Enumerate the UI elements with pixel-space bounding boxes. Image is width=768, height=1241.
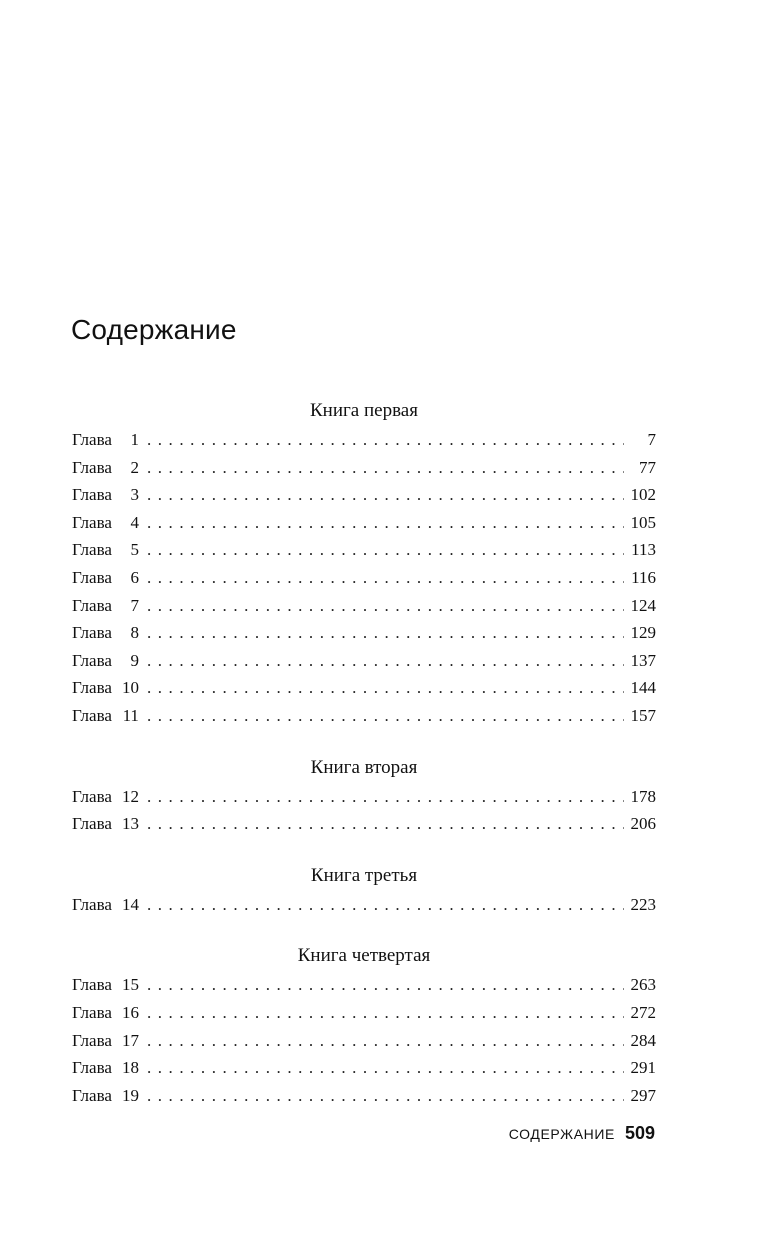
- chapter-word: Глава: [72, 430, 112, 449]
- chapter-word: Глава: [72, 1030, 112, 1050]
- chapter-label: [72, 1027, 139, 1055]
- dot-leader: [147, 1082, 624, 1110]
- chapter-label: [72, 674, 139, 702]
- page-footer: [509, 1123, 655, 1144]
- chapter-page-number: 157: [630, 705, 656, 725]
- chapter-word: Глава: [72, 457, 112, 477]
- dot-leader: [147, 971, 624, 999]
- book-title: Книга первая: [310, 400, 418, 421]
- chapter-number: 7: [130, 595, 139, 615]
- chapter-number: 16: [121, 1002, 139, 1022]
- chapter-number: 2: [130, 457, 139, 477]
- chapter-label: [72, 454, 139, 482]
- toc-entry[interactable]: [72, 1027, 656, 1055]
- chapter-page-number: 77: [639, 457, 656, 477]
- toc-entry[interactable]: [72, 426, 656, 454]
- chapter-label: [72, 702, 139, 730]
- dot-leader: [147, 564, 624, 592]
- chapter-page-number: 144: [630, 678, 656, 698]
- chapter-word: Глава: [72, 512, 112, 532]
- chapter-number: 14: [121, 894, 139, 914]
- chapter-page-number: 113: [631, 540, 656, 560]
- toc-entry[interactable]: [72, 564, 656, 592]
- chapter-number: 4: [130, 512, 139, 532]
- book-title: Книга третья: [310, 864, 418, 886]
- dot-leader: [147, 481, 624, 509]
- dot-leader: [147, 783, 624, 811]
- chapter-page-number: 116: [631, 567, 656, 587]
- toc-entry[interactable]: [72, 647, 656, 675]
- dot-leader: [147, 999, 624, 1027]
- chapter-word: Глава: [72, 1085, 112, 1105]
- toc-entry[interactable]: [72, 454, 656, 482]
- chapter-number: 1: [130, 430, 139, 449]
- chapter-label: [72, 426, 139, 454]
- toc-entry[interactable]: [72, 1082, 656, 1110]
- book-section: [72, 753, 656, 838]
- chapter-word: Глава: [72, 595, 112, 615]
- chapter-number: 15: [121, 975, 139, 995]
- chapter-number: 6: [130, 567, 139, 587]
- toc-entry[interactable]: [72, 999, 656, 1027]
- chapter-number: 10: [121, 678, 139, 698]
- table-of-contents: [72, 396, 656, 1109]
- chapter-label: [72, 999, 139, 1027]
- chapter-number: 3: [130, 485, 139, 505]
- chapter-number: 17: [121, 1030, 139, 1050]
- chapter-page-number: 105: [630, 512, 656, 532]
- chapter-word: Глава: [72, 623, 112, 643]
- chapter-label: [72, 783, 139, 811]
- chapter-number: 19: [121, 1085, 139, 1105]
- chapter-word: Глава: [72, 678, 112, 698]
- chapter-label: [72, 536, 139, 564]
- toc-entry[interactable]: [72, 1054, 656, 1082]
- chapter-number: 11: [122, 705, 139, 725]
- toc-entry[interactable]: [72, 891, 656, 919]
- toc-entry[interactable]: [72, 783, 656, 811]
- dot-leader: [147, 619, 624, 647]
- chapter-page-number: 223: [630, 894, 656, 914]
- chapter-page-number: 178: [630, 786, 656, 806]
- chapter-label: [72, 619, 139, 647]
- book-section: [72, 941, 656, 1109]
- chapter-label: [72, 810, 139, 838]
- chapter-number: 13: [121, 814, 139, 834]
- toc-entry[interactable]: [72, 481, 656, 509]
- chapter-page-number: 297: [630, 1085, 656, 1105]
- dot-leader: [147, 509, 624, 537]
- book-section: [72, 396, 656, 730]
- toc-entry[interactable]: [72, 592, 656, 620]
- book-title: Книга четвертая: [297, 945, 431, 967]
- chapter-word: Глава: [72, 567, 112, 587]
- chapter-label: [72, 592, 139, 620]
- chapter-page-number: 263: [630, 975, 656, 995]
- chapter-label: [72, 971, 139, 999]
- chapter-word: Глава: [72, 1002, 112, 1022]
- chapter-number: 18: [121, 1058, 139, 1078]
- toc-entry[interactable]: [72, 619, 656, 647]
- dot-leader: [147, 891, 624, 919]
- chapter-page-number: 291: [630, 1058, 656, 1078]
- running-head: СОДЕРЖАНИЕ: [508, 1126, 615, 1142]
- chapter-number: 5: [130, 540, 139, 560]
- dot-leader: [147, 536, 624, 564]
- chapter-page-number: 284: [630, 1030, 656, 1050]
- chapter-page-number: 272: [630, 1002, 656, 1022]
- page-title: Содержание: [71, 314, 237, 345]
- dot-leader: [147, 1027, 624, 1055]
- dot-leader: [147, 674, 624, 702]
- chapter-word: Глава: [72, 485, 112, 505]
- chapter-word: Глава: [72, 650, 112, 670]
- chapter-word: Глава: [72, 540, 112, 560]
- page-number: 509: [624, 1123, 655, 1143]
- chapter-word: Глава: [72, 814, 112, 834]
- dot-leader: [147, 647, 624, 675]
- chapter-word: Глава: [72, 1058, 112, 1078]
- toc-entry[interactable]: [72, 702, 656, 730]
- chapter-label: [72, 564, 139, 592]
- chapter-label: [72, 509, 139, 537]
- chapter-page-number: 129: [630, 623, 656, 643]
- chapter-number: 12: [121, 786, 139, 806]
- chapter-page-number: 7: [647, 430, 656, 449]
- toc-entry[interactable]: [72, 971, 656, 999]
- toc-entry[interactable]: [72, 509, 656, 537]
- book-section: [72, 861, 656, 919]
- chapter-label: [72, 1054, 139, 1082]
- chapter-page-number: 137: [630, 650, 656, 670]
- chapter-number: 8: [130, 623, 139, 643]
- dot-leader: [147, 426, 624, 454]
- toc-entry[interactable]: [72, 536, 656, 564]
- chapter-word: Глава: [72, 786, 112, 806]
- chapter-label: [72, 1082, 139, 1110]
- dot-leader: [147, 702, 624, 730]
- dot-leader: [147, 810, 624, 838]
- chapter-word: Глава: [72, 894, 112, 914]
- book-title: Книга вторая: [310, 756, 418, 778]
- toc-entry[interactable]: [72, 674, 656, 702]
- dot-leader: [147, 592, 624, 620]
- chapter-label: [72, 647, 139, 675]
- chapter-number: 9: [130, 650, 139, 670]
- chapter-page-number: 102: [630, 485, 656, 505]
- chapter-word: Глава: [72, 705, 112, 725]
- dot-leader: [147, 454, 624, 482]
- chapter-label: [72, 891, 139, 919]
- dot-leader: [147, 1054, 624, 1082]
- chapter-word: Глава: [72, 975, 112, 995]
- chapter-page-number: 124: [630, 595, 656, 615]
- toc-entry[interactable]: [72, 810, 656, 838]
- chapter-page-number: 206: [630, 814, 656, 834]
- chapter-label: [72, 481, 139, 509]
